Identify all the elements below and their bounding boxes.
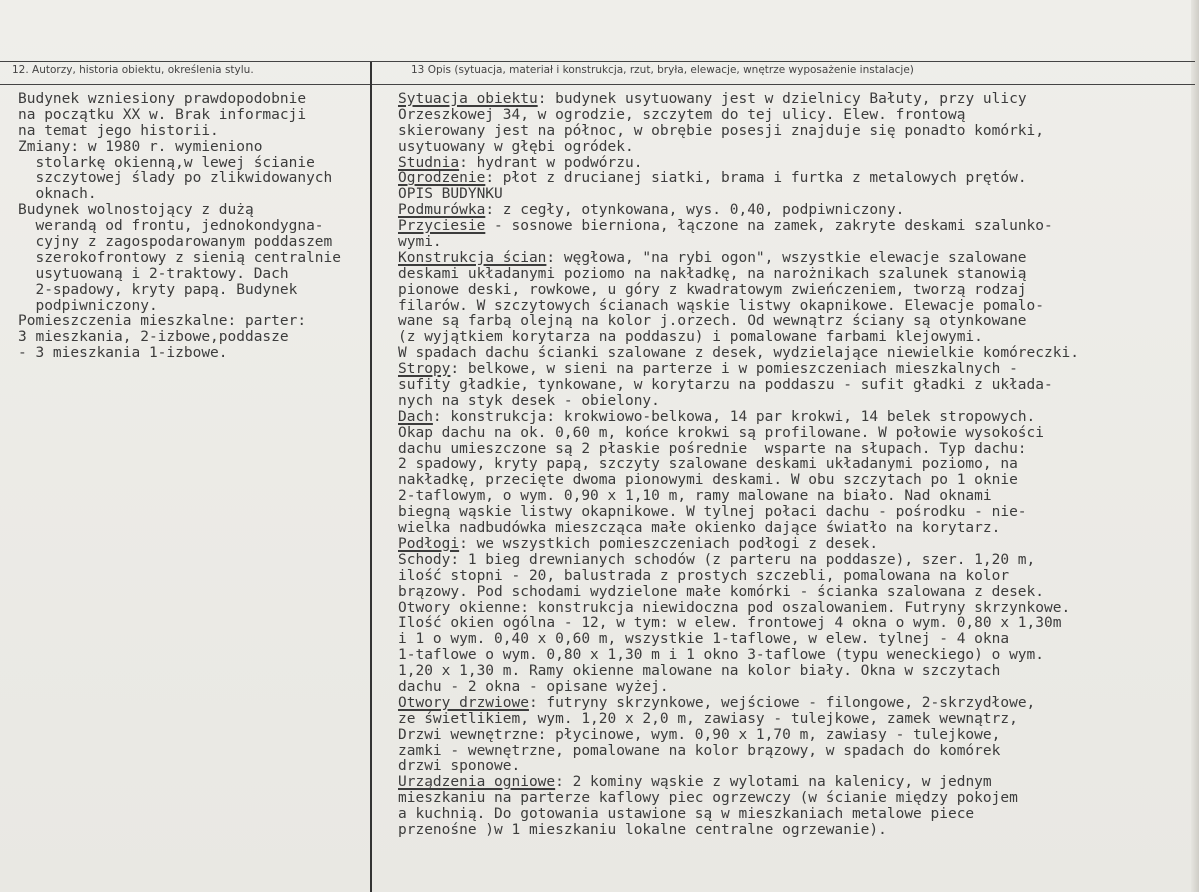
left-column-text: [18, 92, 341, 362]
right-text-line: [398, 187, 1079, 203]
right-text-line: [398, 203, 1079, 219]
right-section-header: 13 Opis (sytuacja, materiał i konstrukcja, rzut, bryła, elewacje, wnętrze wyposażenie instalacje): [411, 64, 914, 76]
right-text-line: [398, 648, 1079, 664]
line-text: przenośne )w 1 mieszkaniu lokalne centralne ogrzewanie).: [398, 821, 887, 838]
right-text-line: [398, 791, 1079, 807]
line-text: filarów. W szczytowych ścianach wąskie listwy okapnikowe. Elewacje pomalo-: [398, 297, 1045, 314]
left-text-line: werandą od frontu, jednokondygna-: [18, 218, 324, 235]
right-text-line: [398, 442, 1079, 458]
right-text-line: [398, 664, 1079, 680]
line-text: i 1 o wym. 0,40 x 0,60 m, wszystkie 1-taflowe, w elew. tylnej - 4 okna: [398, 631, 1010, 648]
line-text: usytuowany w głębi ogródek.: [398, 138, 634, 155]
line-text: drzwi sponowe.: [398, 758, 521, 775]
right-text-line: [398, 171, 1079, 187]
line-text: sufity gładkie, tynkowane, w korytarzu na poddaszu - sufit gładki z układa-: [398, 377, 1053, 394]
right-text-line: [398, 759, 1079, 775]
section-heading: Przyciesie: [398, 218, 486, 235]
line-text: Drzwi wewnętrzne: płycinowe, wym. 0,90 x 1,70 m, zawiasy - tulejkowe,: [398, 726, 1001, 743]
right-text-line: [398, 616, 1079, 632]
right-text-line: [398, 585, 1079, 601]
line-text: brązowy. Pod schodami wydzielone małe komórki - ścianka szalowana z desek.: [398, 583, 1045, 600]
right-text-line: [398, 156, 1079, 172]
right-text-line: [398, 632, 1079, 648]
section-heading: Urządzenia ogniowe: [398, 774, 556, 791]
right-text-line: [398, 378, 1079, 394]
right-text-line: [398, 108, 1079, 124]
section-heading: Stropy: [398, 361, 451, 378]
section-heading: Podmurówka: [398, 202, 486, 219]
line-text: : węgłowa, "na rybi ogon", wszystkie elewacje szalowane: [546, 249, 1027, 266]
line-text: Otwory okienne: konstrukcja niewidoczna pod oszalowaniem. Futryny skrzynkowe.: [398, 599, 1071, 616]
left-text-line: Budynek wolnostojący z dużą: [18, 202, 254, 219]
right-text-line: [398, 394, 1079, 410]
column-divider: [370, 62, 372, 892]
right-text-line: [398, 314, 1079, 330]
line-text: a kuchnią. Do gotowania ustawione są w mieszkaniach metalowe piece: [398, 806, 975, 823]
line-text: wymi.: [398, 234, 442, 251]
line-text: : hydrant w podwórzu.: [459, 154, 643, 171]
right-text-line: [398, 267, 1079, 283]
left-text-line: 3 mieszkania, 2-izbowe,poddasze: [18, 329, 289, 346]
right-text-line: [398, 92, 1079, 108]
right-text-line: [398, 807, 1079, 823]
line-text: ilość stopni - 20, balustrada z prostych szczebli, pomalowana na kolor: [398, 567, 1010, 584]
right-text-line: [398, 362, 1079, 378]
line-text: : belkowe, w sieni na parterze i w pomieszczeniach mieszkalnych -: [450, 361, 1018, 378]
line-text: - sosnowe bierniona, łączone na zamek, zakryte deskami szalunko-: [485, 218, 1053, 235]
right-text-line: [398, 346, 1079, 362]
line-text: OPIS BUDYNKU: [398, 186, 503, 203]
section-heading: Podłogi: [398, 535, 460, 552]
right-text-line: [398, 521, 1079, 537]
left-text-line: na temat jego historii.: [18, 122, 219, 139]
line-text: deskami układanymi poziomo na nakładkę, na narożnikach szalunek stanowią: [398, 265, 1027, 282]
section-heading: Konstrukcja ścian: [398, 249, 547, 266]
line-text: : futryny skrzynkowe, wejściowe - filongowe, 2-skrzydłowe,: [528, 694, 1036, 711]
line-text: : 2 kominy wąskie z wylotami na kalenicy, w jednym: [555, 774, 992, 791]
line-text: wane są farbą olejną na kolor j.orzech. Od wewnątrz ściany są otynkowane: [398, 313, 1027, 330]
right-text-line: [398, 410, 1079, 426]
line-text: 2-taflowym, o wym. 0,90 x 1,10 m, ramy malowane na biało. Nad oknami: [398, 488, 992, 505]
right-text-line: [398, 537, 1079, 553]
line-text: skierowany jest na północ, w obrębie posesji znajduje się ponadto komórki,: [398, 122, 1045, 139]
right-text-line: [398, 251, 1079, 267]
right-text-line: [398, 712, 1079, 728]
line-text: dachu umieszczone są 2 płaskie pośrednie wsparte na słupach. Typ dachu:: [398, 440, 1027, 457]
left-text-line: stolarkę okienną,w lewej ścianie: [18, 154, 315, 171]
left-text-line: - 3 mieszkania 1-izbowe.: [18, 345, 228, 362]
line-text: Ilość okien ogólna - 12, w tym: w elew. frontowej 4 okna o wym. 0,80 x 1,30m: [398, 615, 1062, 632]
line-text: nych na styk desek - obielony.: [398, 392, 660, 409]
right-text-line: [398, 823, 1079, 839]
right-column-text: [398, 92, 1079, 839]
left-text-line: Zmiany: w 1980 r. wymieniono: [18, 138, 263, 155]
section-heading: Ogrodzenie: [398, 170, 486, 187]
header-rule: [0, 84, 1195, 85]
line-text: : z cegły, otynkowana, wys. 0,40, podpiwniczony.: [485, 202, 905, 219]
right-text-line: [398, 489, 1079, 505]
right-text-line: [398, 744, 1079, 760]
section-heading: Otwory drzwiowe: [398, 694, 529, 711]
right-text-line: [398, 235, 1079, 251]
line-text: : we wszystkich pomieszczeniach podłogi z desek.: [459, 535, 879, 552]
left-text-line: cyjny z zagospodarowanym poddaszem: [18, 234, 333, 251]
right-text-line: [398, 728, 1079, 744]
right-text-line: [398, 140, 1079, 156]
right-text-line: [398, 426, 1079, 442]
right-text-line: [398, 283, 1079, 299]
line-text: W spadach dachu ścianki szalowane z desek, wydzielające niewielkie komóreczki.: [398, 345, 1079, 362]
top-rule: [0, 61, 1195, 62]
line-text: Schody: 1 bieg drewnianych schodów (z parteru na poddasze), szer. 1,20 m,: [398, 551, 1036, 568]
line-text: dachu - 2 okna - opisane wyżej.: [398, 678, 669, 695]
line-text: Orzeszkowej 34, w ogrodzie, szczytem do tej ulicy. Elew. frontową: [398, 106, 966, 123]
section-heading: Dach: [398, 408, 433, 425]
page-edge: [1191, 0, 1199, 892]
line-text: (z wyjątkiem korytarza na poddaszu) i pomalowane farbami klejowymi.: [398, 329, 983, 346]
line-text: biegną wąskie listwy okapnikowe. W tylnej połaci dachu - pośrodku - nie-: [398, 504, 1027, 521]
section-heading: Studnia: [398, 154, 460, 171]
line-text: 2 spadowy, kryty papą, szczyty szalowane deskami układanymi poziomo, na: [398, 456, 1018, 473]
line-text: : płot z drucianej siatki, brama i furtka z metalowych prętów.: [485, 170, 1027, 187]
right-text-line: [398, 124, 1079, 140]
right-text-line: [398, 553, 1079, 569]
line-text: zamki - wewnętrzne, pomalowane na kolor brązowy, w spadach do komórek: [398, 742, 1001, 759]
right-text-line: [398, 219, 1079, 235]
section-heading: Sytuacja obiektu: [398, 91, 538, 107]
left-text-line: 2-spadowy, kryty papą. Budynek: [18, 281, 298, 298]
right-text-line: [398, 696, 1079, 712]
right-text-line: [398, 457, 1079, 473]
right-text-line: [398, 473, 1079, 489]
left-text-line: Pomieszczenia mieszkalne: parter:: [18, 313, 307, 330]
left-text-line: podpiwniczony.: [18, 297, 158, 314]
right-text-line: [398, 601, 1079, 617]
line-text: mieszkaniu na parterze kaflowy piec ogrzewczy (w ścianie między pokojem: [398, 790, 1018, 807]
line-text: wielka nadbudówka mieszcząca małe okienko dające światło na korytarz.: [398, 520, 1001, 537]
line-text: 1-taflowe o wym. 0,80 x 1,30 m i 1 okno 3-taflowe (typu weneckiego) o wym.: [398, 647, 1045, 664]
right-text-line: [398, 775, 1079, 791]
line-text: Okap dachu na ok. 0,60 m, końce krokwi są profilowane. W połowie wysokości: [398, 424, 1045, 441]
left-text-line: usytuowaną i 2-traktowy. Dach: [18, 265, 289, 282]
line-text: nakładkę, przecięte dwoma pionowymi deskami. W obu szczytach po 1 oknie: [398, 472, 1018, 489]
left-text-line: Budynek wzniesiony prawdopodobnie: [18, 91, 307, 107]
line-text: ze świetlikiem, wym. 1,20 x 2,0 m, zawiasy - tulejkowe, zamek wewnątrz,: [398, 710, 1018, 727]
line-text: : budynek usytuowany jest w dzielnicy Bałuty, przy ulicy: [537, 91, 1027, 107]
line-text: pionowe deski, rowkowe, u góry z kwadratowym zwieńczeniem, tworzą rodzaj: [398, 281, 1027, 298]
right-text-line: [398, 505, 1079, 521]
left-text-line: oknach.: [18, 186, 97, 203]
left-text-line: szczytowej ślady po zlikwidowanych: [18, 170, 333, 187]
right-text-line: [398, 299, 1079, 315]
right-text-line: [398, 330, 1079, 346]
left-section-header: 12. Autorzy, historia obiektu, określenia stylu.: [12, 64, 254, 76]
line-text: : konstrukcja: krokwiowo-belkowa, 14 par krokwi, 14 belek stropowych.: [432, 408, 1036, 425]
line-text: 1,20 x 1,30 m. Ramy okienne malowane na kolor biały. Okna w szczytach: [398, 663, 1001, 680]
right-text-line: [398, 569, 1079, 585]
left-text-line: na początku XX w. Brak informacji: [18, 106, 307, 123]
right-text-line: [398, 680, 1079, 696]
left-text-line: szerokofrontowy z sienią centralnie: [18, 249, 342, 266]
